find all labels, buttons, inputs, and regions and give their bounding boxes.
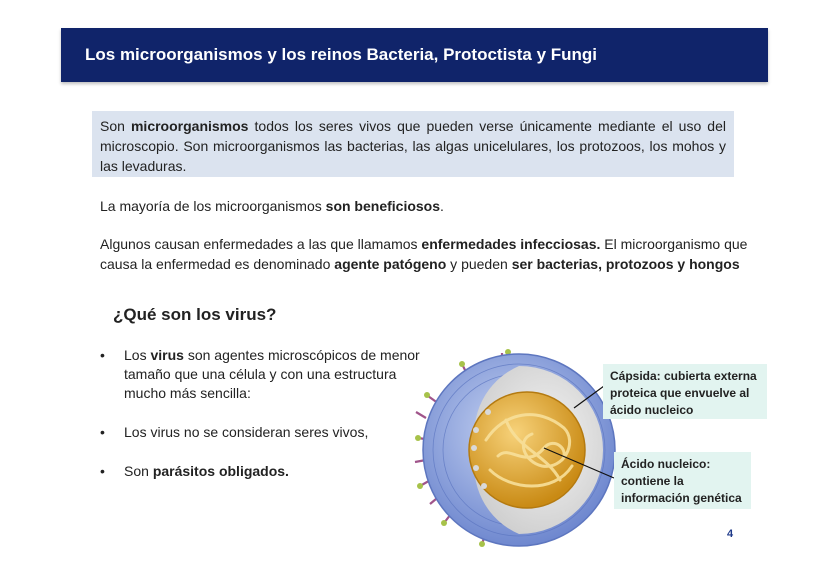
title-banner xyxy=(61,28,768,82)
paragraph-pathogens: Algunos causan enfermedades a las que llamamos enfermedades infecciosas. El microorganismo que causa la enfermedad es denominado agente patógeno y pueden ser bacterias, protozoos y hongos xyxy=(100,236,748,272)
paragraph-beneficial: La mayoría de los microorganismos son beneficiosos. xyxy=(100,198,444,214)
bullet-icon: • xyxy=(100,424,105,440)
virus-heading: ¿Qué son los virus? xyxy=(113,305,277,324)
page-title: Los microorganismos y los reinos Bacteria, Protoctista y Fungi xyxy=(85,45,598,64)
bullet-item: • Son parásitos obligados. xyxy=(100,463,289,479)
bullet-icon: • xyxy=(100,463,105,479)
bullet-item: • Los virus son agentes microscópicos de menor tamaño que una célula y con una estructura mucho más sencilla: xyxy=(100,347,420,401)
virus-illustration xyxy=(414,348,624,548)
bullet-item: • Los virus no se consideran seres vivos, xyxy=(100,424,369,440)
intro-box xyxy=(92,111,734,177)
capsid-callout: Cápsida: cubierta externa proteica que envuelve al ácido nucleico xyxy=(603,364,767,419)
intro-text: Son microorganismos todos los seres vivos que pueden verse únicamente mediante el uso del microscopio. Son microorganismos las bacterias, las algas unicelulares, los protozoos, los mohos y las levaduras. xyxy=(100,118,726,174)
bullet-icon: • xyxy=(100,347,105,363)
virus-bullet-list xyxy=(100,346,430,501)
nucleic-acid-callout: Ácido nucleico: contiene la información genética xyxy=(614,452,751,509)
page-number: 4 xyxy=(727,528,734,540)
